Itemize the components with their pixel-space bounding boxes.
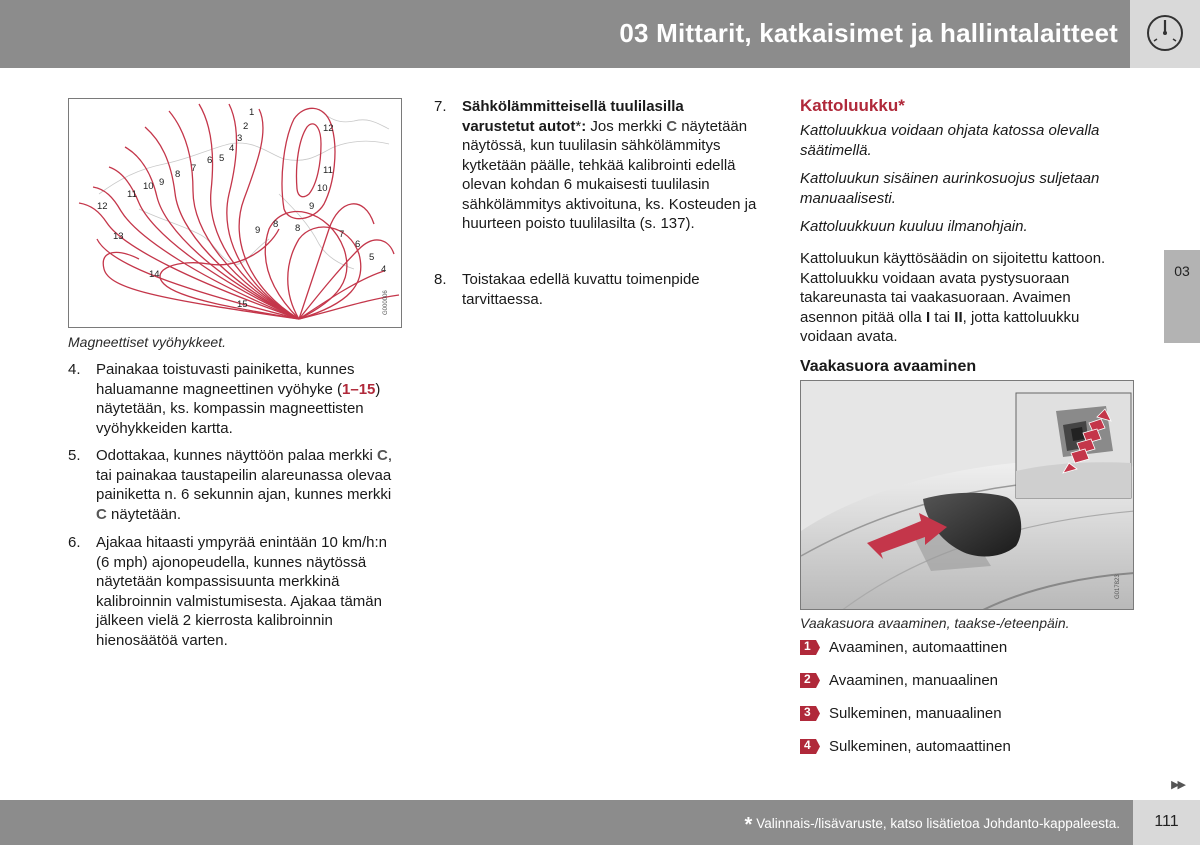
page-number: 111 (1154, 813, 1179, 830)
list-item (68, 446, 408, 524)
list-item (68, 533, 408, 650)
item-text: ) näytetään, ks. kompassin magneettisten vyöhykkeiden kartta. (96, 380, 381, 437)
footer-star: * (744, 814, 753, 836)
zone-label: 2 (243, 121, 249, 132)
footer-note (744, 814, 1120, 837)
body-text: Kattoluukun käyttösäädin on sijoitettu kattoon. Kattoluukku voidaan avata pystysuoraan takareunasta tai vaakasuoraan. Avaimen asennon pitää olla (800, 250, 1106, 326)
item-bold-lead: Sähkölämmitteisellä tuulilasilla varustetut autot (462, 98, 684, 135)
item-text: Toistakaa edellä kuvattu toimenpide tarvittaessa. (462, 271, 700, 308)
zone-label: 9 (255, 225, 261, 236)
figure-code: G017823 (1115, 574, 1121, 599)
zone-label: 4 (381, 264, 387, 275)
zone-label: 12 (97, 201, 108, 212)
zone-range-start: 1– (342, 380, 359, 398)
zone-label: 6 (207, 155, 213, 166)
item-text: Painakaa toistuvasti painiketta, kunnes haluamanne magneettinen vyöhyke ( (96, 361, 355, 398)
zone-label: 9 (159, 177, 165, 188)
chapter-side-tab-label: 03 (1174, 263, 1190, 279)
zone-label: 7 (339, 229, 345, 240)
item-text: näytetään. (106, 505, 182, 523)
sub-heading: Vaakasuora avaaminen (800, 358, 977, 375)
legend-item (800, 737, 1011, 756)
sunroof-illustration (800, 380, 1134, 610)
list-number: 4. (68, 361, 81, 378)
zone-label: 4 (229, 143, 235, 154)
magnetic-zones-map (68, 98, 402, 328)
zone-label: 5 (219, 153, 225, 164)
section-heading: Kattoluukku* (800, 96, 905, 115)
zone-label: 10 (143, 181, 154, 192)
chapter-icon-box (1130, 0, 1200, 68)
sunroof-caption: Vaakasuora avaaminen, taakse-/eteenpäin. (800, 615, 1070, 631)
legend-label: Sulkeminen, automaattinen (829, 738, 1011, 755)
map-caption: Magneettiset vyöhykkeet. (68, 334, 226, 350)
zone-label: 1 (249, 107, 255, 118)
legend-label: Sulkeminen, manuaalinen (829, 705, 1002, 722)
legend-item (800, 671, 998, 690)
item-text: Odottakaa, kunnes näyttöön palaa merkki (96, 447, 378, 464)
legend-number-badge (800, 673, 820, 688)
legend-number: 2 (804, 672, 811, 686)
chapter-side-tab[interactable] (1164, 250, 1200, 343)
zone-label: 8 (295, 223, 301, 234)
legend-item (800, 638, 1007, 657)
symbol-c: C (666, 117, 678, 135)
figure-code: G000006 (383, 290, 389, 315)
zone-label: 11 (127, 189, 137, 200)
gauge-icon (1146, 14, 1184, 52)
double-chevron-right-icon[interactable]: ▶▶ (1171, 779, 1184, 791)
body-paragraph (800, 249, 1130, 347)
item-text: näytetään näytössä, kun tuulilasin sähkölämmitys kytketään päälle, tehkää kalibrointi edellä olevan kohdan 6 mukaisesti tuulilasin sähkölämmitys aktivoituna, ks. Kosteuden ja huurteen poisto tuulilasilta (s. 137). (462, 117, 757, 232)
item-text: Jos merkki (586, 117, 667, 135)
legend-number-badge (800, 706, 820, 721)
zone-label: 12 (323, 123, 334, 134)
list-number: 8. (434, 271, 447, 288)
zone-range-end: 15 (358, 380, 376, 398)
legend-number-badge (800, 739, 820, 754)
legend-number-badge (800, 640, 820, 655)
zone-label: 10 (317, 183, 328, 194)
footer-note-text: Valinnais-/lisävaruste, katso lisätietoa Johdanto-kappaleesta. (756, 816, 1120, 831)
symbol-c: C (377, 447, 388, 464)
list-item (68, 360, 408, 438)
list-number: 5. (68, 447, 81, 464)
list-item (434, 270, 764, 309)
info-note: Kattoluukkuun kuuluu ilmanohjain. (800, 218, 1028, 235)
zone-label: 13 (113, 231, 124, 242)
zone-label: 15 (237, 299, 248, 310)
item-text: , tai painakaa taustapeilin alareunassa olevaa painiketta n. 6 sekunnin ajan, kunnes merkki (96, 447, 393, 503)
item-text: Ajakaa hitaasti ympyrää enintään 10 km/h:n (6 mph) ajonopeudella, kunnes näytössä näytetään kompassisuunta merkkinä kalibroinnin valmistumisesta. Ajakaa tämän jälkeen vielä 2 kierrosta kalibroinnin hienosäätöä varten. (96, 534, 387, 649)
zone-label: 3 (237, 133, 243, 144)
page-header (0, 0, 1200, 68)
legend-number: 3 (804, 705, 811, 719)
legend-label: Avaaminen, manuaalinen (829, 672, 999, 689)
page-number-box (1133, 800, 1200, 845)
legend-number: 1 (804, 639, 811, 653)
info-note: Kattoluukkua voidaan ohjata katossa olevalla säätimellä. (800, 122, 1100, 159)
body-text: , jotta kattoluukku voidaan avata. (800, 308, 1080, 345)
zone-label: 9 (309, 201, 315, 212)
chapter-title: 03 Mittarit, katkaisimet ja hallintalaitteet (619, 18, 1118, 48)
legend-item (800, 704, 1002, 723)
zone-label: 14 (149, 269, 160, 280)
zone-label: 8 (175, 169, 181, 180)
zone-label: 7 (191, 163, 197, 174)
zone-label: 6 (355, 239, 361, 250)
symbol-c: C (96, 505, 107, 523)
legend-label: Avaaminen, automaattinen (829, 639, 1008, 656)
page-footer (0, 800, 1200, 845)
list-number: 6. (68, 534, 81, 551)
zone-label: 11 (323, 165, 333, 176)
list-item (434, 97, 764, 234)
key-position: I (925, 308, 931, 326)
legend-number: 4 (804, 738, 811, 752)
info-note: Kattoluukun sisäinen aurinkosuojus suljetaan manuaalisesti. (800, 170, 1100, 207)
body-text: tai (930, 308, 955, 326)
key-position: II (954, 308, 963, 326)
zone-label: 5 (369, 252, 375, 263)
zone-label: 8 (273, 219, 279, 230)
list-number: 7. (434, 98, 447, 115)
item-colon: : (581, 117, 587, 135)
option-star: * (575, 117, 582, 135)
